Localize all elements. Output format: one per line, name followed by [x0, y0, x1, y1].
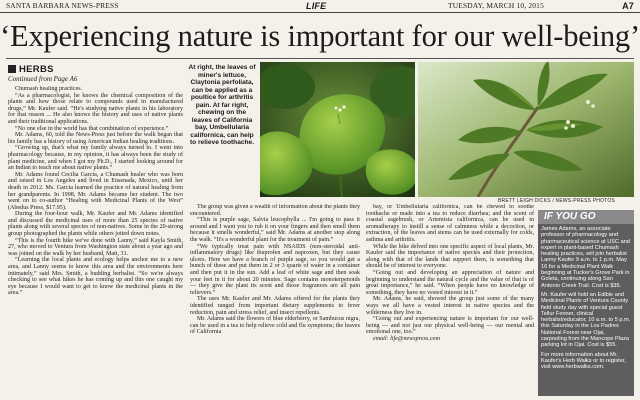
- photo-credit: BRETT LEIGH DICKS / NEWS-PRESS PHOTOS: [498, 198, 615, 204]
- masthead: [0, 0, 640, 13]
- kicker: [8, 64, 54, 75]
- section-name: LIFE: [306, 1, 327, 11]
- paragraph: The uses Mr. Kaufer and Mr. Adams offered for the plants they identified ranged from important dietary supplements to fever reduction, pain and stress relief, and insect repellents.: [190, 296, 360, 316]
- article-column-3: [366, 204, 534, 398]
- kicker-label: HERBS: [19, 64, 54, 75]
- paragraph: “We typically treat pain with NSAIDS (non-steroidal anti-inflammatory drugs) like ibuprofen and naproxen, but they cause ulcers. Here we have a branch of purple sage, so you would get a bunch of these and put them in 2 or 3 quarts of water in a container and then put it in the sun. Add a leaf of white sage and then soak your feet in it for about 20 minutes. Sage contains monoterpenoids — they give the plant its scent and those fragrances are all pain relievers.”: [190, 243, 360, 296]
- issue-date: TUESDAY, MARCH 10, 2015: [448, 1, 544, 10]
- if-you-go-paragraph: Mr. Kaufer will hold an Edible and Medicinal Plants of Ventura County field study day with special guest Tellur Fenner, clinical herbalist/educator, 10 a.m. to 5 p.m. this Saturday in the Los Padres National Forest near Ojai, carpooling from the Mancope Plaza parking lot in Ojai. Cost is $55.: [541, 291, 631, 349]
- if-you-go-paragraph: For more information about Mr. Kaufer's Herb Walks or to register, visit www.herbwalks.com.: [541, 351, 626, 371]
- continued-line: Continued from Page A6: [8, 75, 78, 83]
- page-number: A7: [622, 1, 634, 11]
- paragraph: “Going out and developing an appreciation of nature and beginning to understand the natural cycle and the value of that is of great importance,” he said. “When people have no knowledge of something, they have no vested interest in it.”: [366, 269, 534, 296]
- paragraph: Mr. Adams, 60, told the News-Press just before the walk began that his family has a history of using American Indian healing traditions.: [8, 132, 183, 145]
- article-column-1: [8, 86, 183, 398]
- paragraph: “This is purple sage, Salvia leucophylla ... I'm going to pass it around and I want you to rub it on your fingers and then smell them because it smells wonderful,” said Mr. Adams at another stop along the walk. “It's a wonderful plant for the treatment of pain.”: [190, 217, 360, 243]
- paragraph: During the four-hour walk, Mr. Kaufer and Mr. Adams identified and discussed the medicinal uses of more than 25 species of native plants along with several species of non-natives. Some in the 20-strong group photographed the plants while others jotted down notes.: [8, 211, 183, 238]
- if-you-go-body: [538, 224, 634, 376]
- paragraph: bay, or Umbellularia californica, can be chewed to soothe toothache or made into a tea to reduce diarrhea; and the scent of coastal sagebrush, or Artemisia californica, can be used in aromatherapy to instill a sense of calmness while a decoction, or extraction, of the leaves and stems can be used externally for colds, asthma and arthritis.: [366, 204, 534, 243]
- paragraph: “Learning the local plants and ecology helps anchor me to a new area, and Lanny seems to know this area and the environments here intimately,” said Mrs. Smith, a budding herbalist. “So we're always checking to see what hikes he has coming up and this one caught my eye because I would want to get to know the medicinal plants in the area.”: [8, 257, 183, 297]
- paragraph: “As a pharmacologist, he knows the chemical composition of the plants and how those relate to compounds used in manufactured drugs,” Mr. Kaufer said. “He's studying native plants in his laboratory for that reason ... He also knows the history and uses of native plants and their traditional applications.: [8, 92, 183, 125]
- photo-caption: At right, the leaves of miner's lettuce, Claytonia perfoliata, can be applied as a poultice for arthritis pain. At far right, chewing on the leaves of California bay, Umbellularia californica, can help to relieve toothache.: [188, 64, 256, 146]
- paragraph: Mr. Adams found Cecilia Garcia, a Chumash healer who was born and raised in Los Angeles and lived in Ensenada, Mexico, until her death in 2012. Ms. Garcia learned the practice of natural healing from her grandparents. In 1998, Mr. Adams became her student. The two went on to co-author “Healing with Medicinal Plants of the West” (Abedus Press, $17.95).: [8, 171, 183, 211]
- photo-california-bay: [418, 62, 634, 197]
- headline-rule: [6, 58, 634, 59]
- paragraph: The group was given a wealth of information about the plants they encountered.: [190, 204, 360, 217]
- paragraph: Mr. Adams said the flowers of blue elderberry, or Sambucus nigra, can be used in a tea to help relieve cold and flu symptoms; the leaves of California: [190, 316, 360, 336]
- paper-name: SANTA BARBARA NEWS-PRESS: [6, 1, 119, 10]
- contact-email: email: life@newspress.com: [373, 335, 440, 342]
- headline: ‘Experiencing nature is important for our well-being’: [0, 19, 640, 53]
- paragraph: “Going out and experiencing nature is important for our well-being — and not just our physical well-being — our mental and emotional one, too.”: [366, 316, 534, 336]
- paragraph: While the hike delved into one specific aspect of local plants, Mr. Kaufer said the importance of native species and their protection, along with that of the lands that support them, is something that should be of interest to everyone.: [366, 243, 534, 270]
- if-you-go-paragraph: James Adams, an associate professor of pharmacology and pharmaceutical science at USC and expert in plant-based Chumash healing practices, will join herbalist Lanny Kaufer 9 a.m. to 1 p.m. May 16 for a Medicinal Plant Walk beginning at Tucker's Grove Park in Goleta, continuing along San Antonio Creek Trail. Cost is $35.: [541, 226, 630, 289]
- if-you-go-box: [538, 210, 634, 396]
- paragraph: “This is the fourth hike we've done with Lanny,” said Kayla Smith, 27, who moved to Ventura from Washington state about a year ago and was joined on the walk by her husband, Matt, 31.: [8, 237, 183, 257]
- paragraph: “Growing up, that's what my family always turned to. I went into pharmacology because, in my opinion, it has always been the study of plant medicine, and when I got my Ph.D., I started looking around for an Indian to teach me about native plants.”: [8, 145, 183, 172]
- article-column-2: [190, 204, 360, 398]
- if-you-go-title: IF YOU GO: [538, 210, 634, 224]
- photo-miners-lettuce: [260, 62, 415, 197]
- square-bullet-icon: [8, 65, 16, 73]
- paragraph: “No one else in the world has that combination of experience.”: [15, 125, 169, 132]
- paragraph: Chumash healing practices.: [15, 86, 83, 92]
- paragraph: Mr. Adams, he said, showed the group just some of the many ways we all have a vested interest in native species and the wilderness they live in.: [366, 296, 534, 316]
